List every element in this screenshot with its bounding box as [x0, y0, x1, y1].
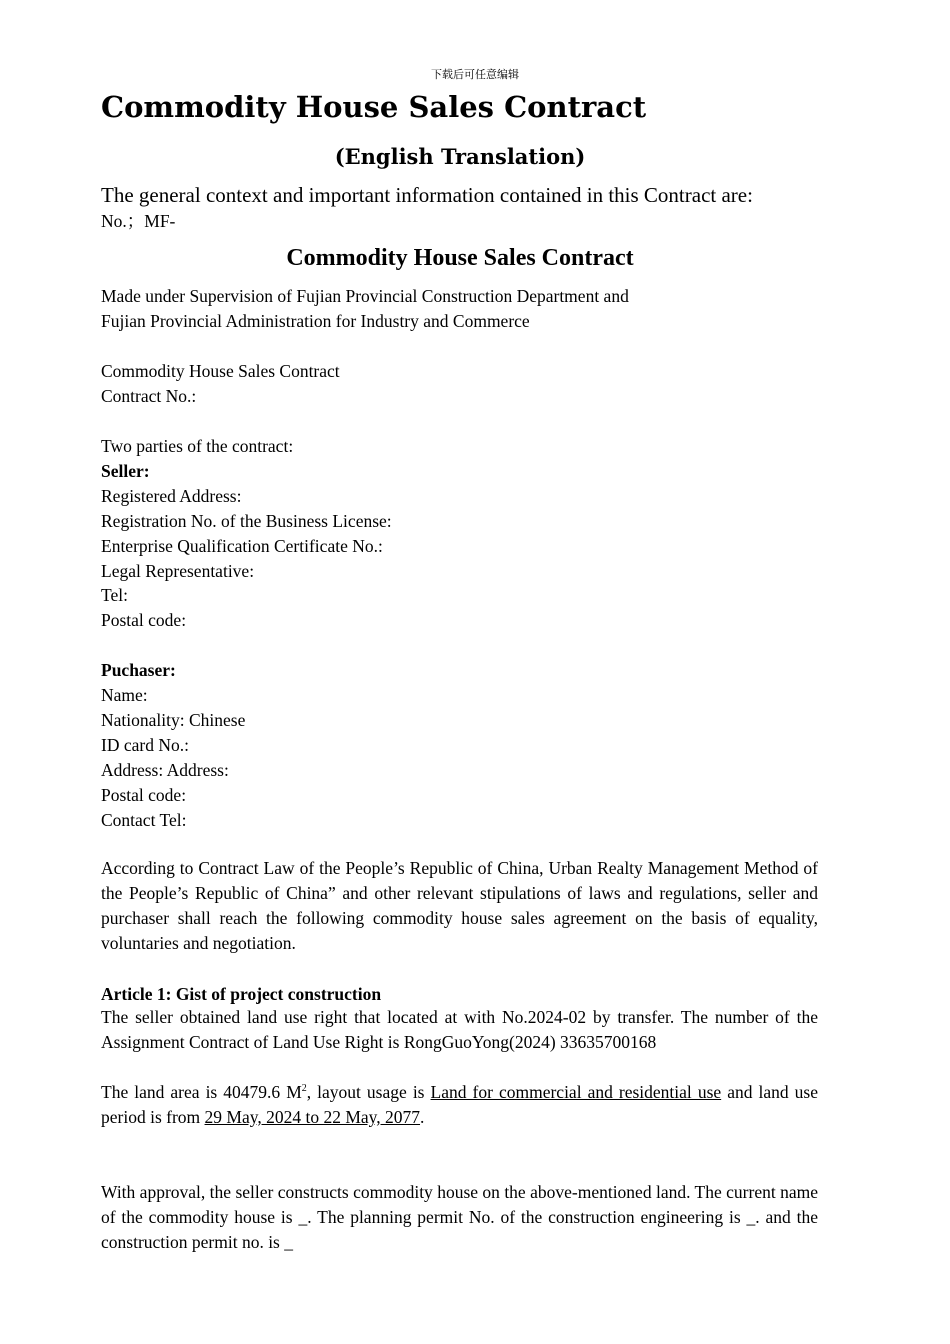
construction-text-a: With approval, the seller constructs commodity house on the above-mentioned land. The current name of the commodity house is: [101, 1182, 818, 1227]
seller-registration-no: Registration No. of the Business License:: [101, 511, 392, 531]
subtitle: (English Translation): [334, 144, 586, 169]
construction-text-c: . and the construction permit no. is: [101, 1207, 818, 1252]
page-title: Commodity House Sales Contract: [101, 90, 647, 124]
purchaser-nationality: Nationality: Chinese: [101, 710, 246, 730]
contract-no: Contract No.:: [101, 386, 197, 406]
article1-land-paragraph: [101, 1080, 818, 1130]
header-note: 下载后可任意编辑: [431, 68, 519, 81]
land-and: and land use period is from: [101, 1082, 818, 1127]
number-line: No.；MF-: [101, 211, 176, 231]
seller-postal: Postal code:: [101, 610, 187, 630]
seller-qualification-no: Enterprise Qualification Certificate No.:: [101, 536, 383, 556]
contract-name: Commodity House Sales Contract: [101, 361, 340, 381]
purchaser-id-card: ID card No.:: [101, 735, 189, 755]
seller-heading: Seller:: [101, 461, 150, 481]
land-period: 29 May, 2024 to 22 May, 2077: [204, 1107, 421, 1127]
construction-text-b: . The planning permit No. of the construction engineering is: [307, 1207, 747, 1227]
purchaser-heading: Puchaser:: [101, 660, 176, 680]
article1-paragraph-1: The seller obtained land use right that located at with No.2024-02 by transfer. The number of the Assignment Contract of Land Use Right is RongGuoYong(2024) 33635700168: [101, 1007, 818, 1052]
according-paragraph: According to Contract Law of the People’s Republic of China, Urban Realty Management Method of the People’s Republic of China” and other relevant stipulations of laws and regulations, seller and purchaser shall reach the following commodity house sales agreement on the basis of equality, voluntaries and negotiation.: [101, 858, 818, 953]
purchaser-name: Name:: [101, 685, 148, 705]
article1-construction-paragraph: [101, 1180, 818, 1255]
construction-blank-2: _: [746, 1207, 756, 1227]
seller-tel: Tel:: [101, 585, 128, 605]
article1-heading: Article 1: Gist of project construction: [101, 984, 382, 1004]
seller-legal-rep: Legal Representative:: [101, 561, 255, 581]
intro-text: The general context and important information contained in this Contract are:: [101, 183, 753, 207]
two-parties: Two parties of the contract:: [101, 436, 294, 456]
supervision-line-1: Made under Supervision of Fujian Provincial Construction Department and: [101, 286, 629, 306]
purchaser-postal: Postal code:: [101, 785, 187, 805]
contract-heading: Commodity House Sales Contract: [286, 245, 634, 271]
land-prefix: The land area is 40479.6 M: [101, 1082, 302, 1102]
land-end: .: [420, 1107, 425, 1127]
supervision-line-2: Fujian Provincial Administration for Industry and Commerce: [101, 311, 530, 331]
land-sup: 2: [301, 1083, 307, 1095]
construction-blank-1: _: [298, 1207, 308, 1227]
purchaser-contact: Contact Tel:: [101, 810, 187, 830]
purchaser-address: Address: Address:: [101, 760, 229, 780]
construction-blank-3: _: [284, 1232, 293, 1252]
land-mid: , layout usage is: [306, 1082, 431, 1102]
seller-registered-address: Registered Address:: [101, 486, 242, 506]
land-usage: Land for commercial and residential use: [430, 1082, 722, 1102]
